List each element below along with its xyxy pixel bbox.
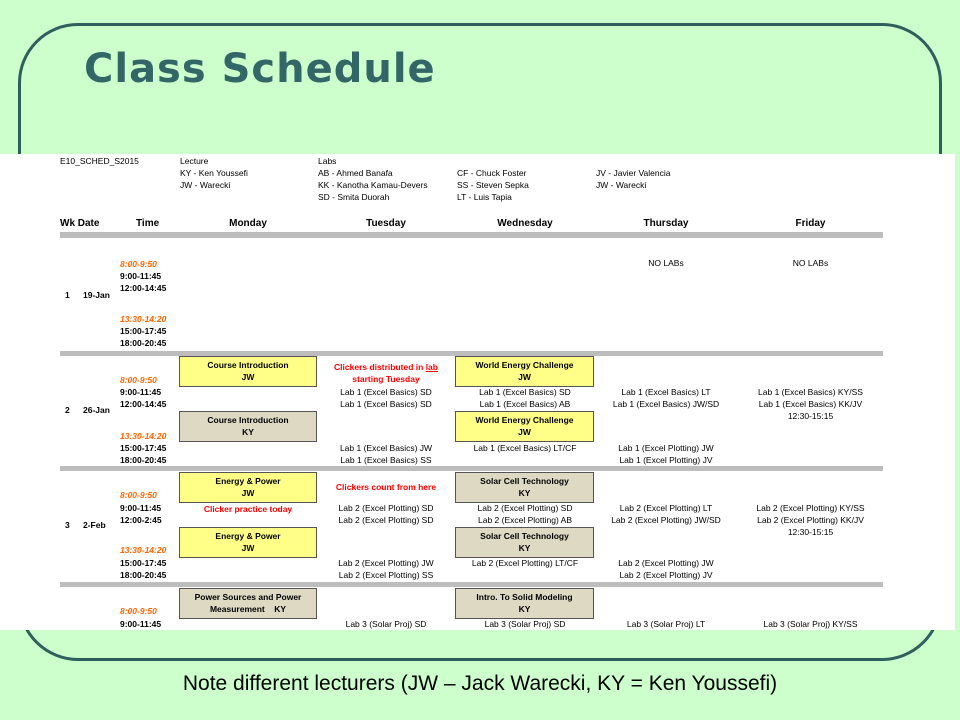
tuesday-lab: Lab 3 (Solar Proj) SD [345, 619, 427, 629]
time-slot: 15:00-17:45 [120, 326, 167, 336]
lecture-title: Course Introduction [207, 415, 289, 425]
time-slot: 9:00-11:45 [120, 503, 162, 513]
time-slot: 18:00-20:45 [120, 455, 167, 465]
lab-instructor: JW - Warecki [596, 180, 647, 190]
wednesday-lab: Lab 1 (Excel Basics) AB [479, 399, 571, 409]
wednesday-lecture-box[interactable] [455, 356, 594, 387]
schedule-code: E10_SCHED_S2015 [60, 156, 139, 166]
time-slot: 13:30-14:20 [120, 314, 167, 324]
lecture-title: Power Sources and Power [194, 592, 302, 602]
lecturer: JW [241, 372, 255, 382]
lecturer: JW [241, 488, 255, 498]
wednesday-lab: Lab 2 (Excel Plotting) AB [477, 515, 573, 525]
lab-instructor: KK - Kanotha Kamau-Devers [318, 180, 428, 190]
wednesday-lab: Lab 2 (Excel Plotting) SD [477, 503, 573, 513]
notice-text: Clickers distributed in [334, 362, 424, 372]
schedule-spreadsheet [0, 154, 955, 630]
slide-title: Class Schedule [84, 46, 436, 92]
time-slot: 8:00-9:50 [120, 259, 157, 269]
lecturer: KY [518, 604, 531, 614]
monday-lecture-box[interactable] [179, 527, 317, 558]
monday-lecture-box[interactable] [179, 472, 317, 503]
col-header-tuesday: Tuesday [366, 218, 406, 229]
thursday-lab: Lab 2 (Excel Plotting) JW [618, 558, 714, 568]
wednesday-lab: Lab 3 (Solar Proj) SD [484, 619, 566, 629]
friday-cell: NO LABs [792, 258, 829, 268]
thursday-lab: Lab 1 (Excel Plotting) JV [619, 455, 713, 465]
lab-instructor: CF - Chuck Foster [457, 168, 527, 178]
lecturer: KY [518, 543, 531, 553]
lecture-title: World Energy Challenge [475, 360, 574, 370]
lecture-title: Solar Cell Technology [480, 476, 569, 486]
monday-lecture-box[interactable] [179, 588, 317, 619]
tuesday-clicker-notice [318, 361, 454, 373]
lecture-title: Course Introduction [207, 360, 289, 370]
wednesday-lecture-box[interactable] [455, 411, 594, 442]
lab-instructor: AB - Ahmed Banafa [318, 168, 393, 178]
friday-lab: Lab 3 (Solar Proj) KY/SS [763, 619, 858, 629]
tuesday-lab: Lab 2 (Excel Plotting) SS [338, 570, 434, 580]
wednesday-lab: Lab 2 (Excel Plotting) LT/CF [471, 558, 579, 568]
time-slot: 18:00-20:45 [120, 338, 167, 348]
thursday-lab: Lab 3 (Solar Proj) LT [626, 619, 706, 629]
lecture-title: World Energy Challenge [475, 415, 574, 425]
thursday-lab: Lab 2 (Excel Plotting) JW/SD [611, 515, 721, 525]
lecturer: KY [518, 488, 531, 498]
friday-lab-time: 12:30-15:15 [787, 527, 834, 537]
time-slot: 18:00-20:45 [120, 570, 167, 580]
lecture-title-2: Measurement KY [209, 604, 287, 614]
wednesday-lab: Lab 1 (Excel Basics) LT/CF [473, 443, 577, 453]
week-number: 1 [65, 290, 70, 300]
friday-lab: Lab 1 (Excel Basics) KK/JV [758, 399, 863, 409]
thursday-lab: Lab 2 (Excel Plotting) LT [619, 503, 713, 513]
labs-heading: Labs [318, 156, 337, 166]
lecturer-ky: KY - Ken Youssefi [180, 168, 248, 178]
lecturer-note: Note different lecturers (JW – Jack Warecki, KY = Ken Youssefi) [182, 672, 778, 695]
time-slot: 12:00-14:45 [120, 283, 167, 293]
week-date: 26-Jan [83, 405, 110, 415]
time-slot: 12:00-2:45 [120, 515, 162, 525]
friday-lab: Lab 2 (Excel Plotting) KK/JV [757, 515, 864, 525]
tuesday-clicker-notice: Clickers count from here [335, 482, 437, 492]
tuesday-lab: Lab 2 (Excel Plotting) JW [338, 558, 434, 568]
tuesday-lab: Lab 2 (Excel Plotting) SD [338, 503, 434, 513]
thursday-cell: NO LABs [648, 258, 684, 268]
wednesday-lecture-box[interactable] [455, 527, 594, 558]
lecturer: JW [518, 427, 531, 437]
lecturer: JW [241, 543, 255, 553]
row-separator [60, 232, 883, 238]
thursday-lab: Lab 2 (Excel Plotting) JV [619, 570, 713, 580]
time-slot: 15:00-17:45 [120, 443, 167, 453]
col-header-wednesday: Wednesday [497, 218, 553, 229]
week-number: 2 [65, 405, 70, 415]
wednesday-lecture-box[interactable] [455, 472, 594, 503]
tuesday-lab: Lab 1 (Excel Basics) SD [340, 399, 432, 409]
lab-instructor: SD - Smita Duorah [318, 192, 390, 202]
time-slot: 9:00-11:45 [120, 619, 162, 629]
time-slot: 8:00-9:50 [120, 606, 157, 616]
lecture-heading: Lecture [180, 156, 209, 166]
thursday-lab: Lab 1 (Excel Basics) LT [621, 387, 711, 397]
col-header-thursday: Thursday [643, 218, 689, 229]
thursday-lab: Lab 1 (Excel Basics) JW/SD [612, 399, 720, 409]
lab-instructor: SS - Steven Sepka [457, 180, 529, 190]
week-date: 2-Feb [83, 520, 106, 530]
col-header-monday: Monday [229, 218, 267, 229]
monday-lecture-box[interactable] [179, 356, 317, 387]
lab-instructor: JV - Javier Valencia [596, 168, 671, 178]
col-header-time: Time [136, 218, 160, 229]
monday-clicker-notice: Clicker practice today [203, 504, 293, 514]
friday-lab: Lab 2 (Excel Plotting) KY/SS [756, 503, 865, 513]
lab-instructor: LT - Luis Tapia [457, 192, 512, 202]
time-slot: 9:00-11:45 [120, 271, 162, 281]
lecturer: KY [242, 427, 254, 437]
lecture-title: Energy & Power [215, 476, 281, 486]
time-slot: 15:00-17:45 [120, 558, 167, 568]
lecturer-jw: JW - Warecki [180, 180, 231, 190]
time-slot: 8:00-9:50 [120, 375, 157, 385]
tuesday-lab: Lab 1 (Excel Basics) SD [340, 387, 432, 397]
col-header-friday: Friday [795, 218, 826, 229]
row-separator [60, 466, 883, 471]
tuesday-lab: Lab 1 (Excel Basics) JW [339, 443, 433, 453]
tuesday-lab: Lab 2 (Excel Plotting) SD [338, 515, 434, 525]
notice-lab: lab [425, 362, 438, 372]
wednesday-lab: Lab 1 (Excel Basics) SD [479, 387, 571, 397]
time-slot: 12:00-14:45 [120, 399, 167, 409]
thursday-lab: Lab 1 (Excel Plotting) JW [618, 443, 714, 453]
time-slot: 13:30-14:20 [120, 545, 167, 555]
week-number: 3 [65, 520, 70, 530]
time-slot: 9:00-11:45 [120, 387, 162, 397]
row-separator [60, 582, 883, 587]
lecture-title: Intro. To Solid Modeling [476, 592, 573, 602]
time-slot: 13:30-14:20 [120, 431, 167, 441]
friday-lab: Lab 1 (Excel Basics) KY/SS [758, 387, 863, 397]
friday-lab-time: 12:30-15:15 [787, 411, 834, 421]
col-header-wk-date: Wk Date [60, 218, 100, 229]
monday-lecture-box[interactable] [179, 411, 317, 442]
lecturer: JW [518, 372, 531, 382]
lecture-title: Solar Cell Technology [480, 531, 569, 541]
tuesday-lab: Lab 1 (Excel Basics) SS [340, 455, 432, 465]
week-date: 19-Jan [83, 290, 110, 300]
wednesday-lecture-box[interactable] [455, 588, 594, 619]
time-slot: 8:00-9:50 [120, 490, 157, 500]
lecture-title: Energy & Power [215, 531, 281, 541]
tuesday-clicker-notice-2: starting Tuesday [352, 374, 420, 384]
